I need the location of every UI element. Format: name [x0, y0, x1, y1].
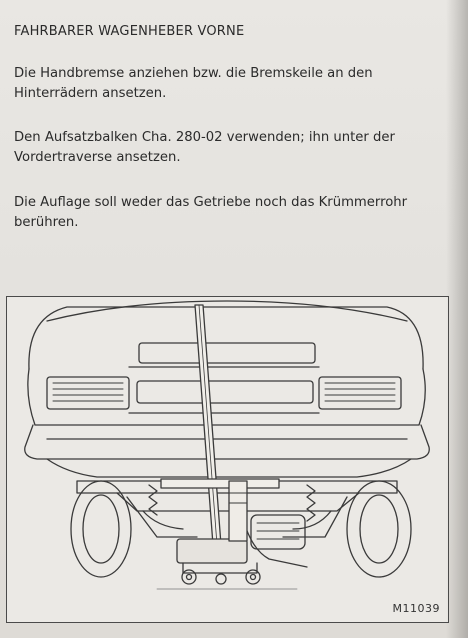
headlight-left [47, 377, 129, 409]
illustration-frame [6, 296, 449, 623]
instruction-paragraph-2: Den Aufsatzbalken Cha. 280-02 verwenden; ihn unter der Vordertraverse ansetzen. [14, 130, 395, 165]
headlight-right [319, 377, 401, 409]
figure-label: M11039 [392, 602, 440, 615]
front-bumper [25, 425, 430, 459]
gearbox [251, 515, 305, 549]
car-body-outline [29, 307, 423, 369]
instruction-paragraph-1: Die Handbremse anziehen bzw. die Bremskeile an den Hinterrädern ansetzen. [14, 66, 373, 101]
jack-wheel-left [182, 570, 196, 584]
instruction-paragraph-3: Die Auflage soll weder das Getriebe noch das Krümmerrohr berühren. [14, 195, 408, 230]
trolley-jack-body [177, 539, 247, 563]
jack-saddle-beam [161, 479, 279, 488]
section-heading: FAHRBARER WAGENHEBER VORNE [14, 24, 245, 39]
car-jack-illustration [7, 297, 448, 622]
jack-wheel-right [246, 570, 260, 584]
